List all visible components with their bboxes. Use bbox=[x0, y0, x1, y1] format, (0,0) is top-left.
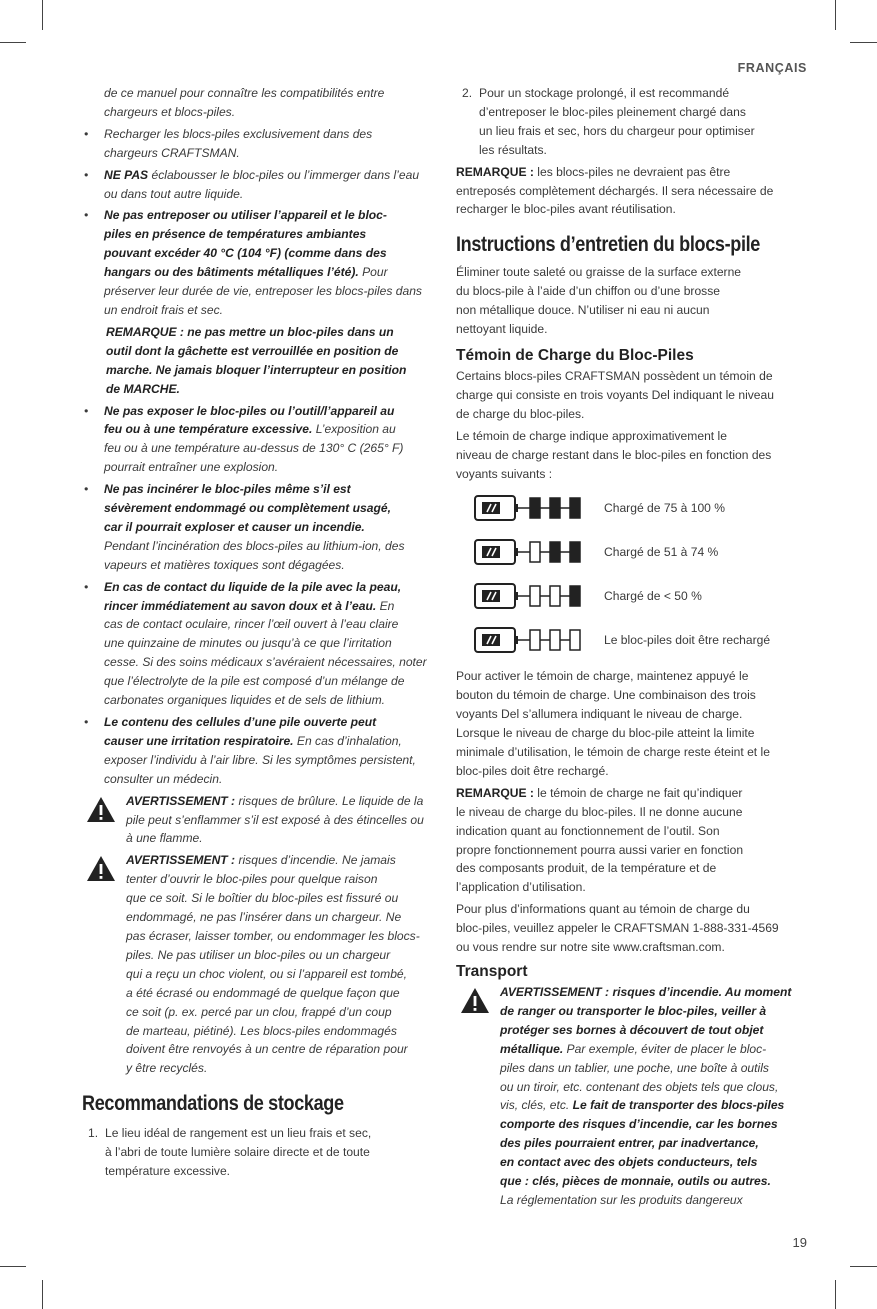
fuel-gauge-icon bbox=[474, 539, 590, 565]
charge-level-row bbox=[456, 579, 808, 612]
heading-maintenance: Instructions d’entretien du blocs-pile bbox=[456, 233, 761, 257]
charge-level-label: Chargé de < 50 % bbox=[604, 588, 702, 603]
crop-mark bbox=[850, 42, 877, 43]
note: REMARQUE : les blocs-piles ne devraient pas être entreposés complètement déchargés. Il sera nécessaire de recharger le bloc-piles avant réutilisation. bbox=[456, 164, 774, 217]
charge-level-label: Le bloc-piles doit être rechargé bbox=[604, 632, 771, 647]
crop-mark bbox=[42, 1280, 43, 1309]
numbered-item: 1. Le lieu idéal de rangement est un lieu frais et sec, à l’abri de toute lumière solaire directe et de toute température excessive. bbox=[88, 1126, 372, 1179]
crop-mark bbox=[0, 42, 26, 43]
bullet-item: de ce manuel pour connaître les compatibilités entre chargeurs et blocs-piles. bbox=[104, 86, 385, 119]
crop-mark bbox=[835, 1280, 836, 1309]
paragraph: Certains blocs-piles CRAFTSMAN possèdent un témoin de charge qui consiste en trois voyants Del indiquant le niveau de charge du bloc-piles. bbox=[456, 368, 774, 421]
right-column bbox=[456, 84, 808, 1213]
paragraph: Pour activer le témoin de charge, maintenez appuyé le bouton du témoin de charge. Une combinaison des trois voyants Del s’allumera indiquant le niveau de charge. Lorsque le niveau de charge du bloc-pile atteint la limite minimale d’utilisation, le témoin de charge reste éteint et le bloc-piles doit être rechargé. bbox=[456, 669, 770, 778]
warning-icon bbox=[86, 855, 116, 882]
crop-mark bbox=[42, 0, 43, 30]
paragraph: Pour plus d’informations quant au témoin de charge du bloc-piles, veuillez appeler le CRAFTSMAN 1-888-331-4569 ou vous rendre sur notre site www.craftsman.com. bbox=[456, 902, 779, 955]
fuel-gauge-icon bbox=[474, 583, 590, 609]
charge-level-label: Chargé de 51 à 74 % bbox=[604, 544, 719, 559]
warning-icon bbox=[86, 796, 116, 823]
fuel-gauge-icon bbox=[474, 495, 590, 521]
left-column bbox=[82, 84, 434, 1181]
note: REMARQUE : ne pas mettre un bloc-piles dans un outil dont la gâchette est verrouillée en position de marche. Ne jamais bloquer l’interrupteur en position de MARCHE. bbox=[106, 324, 407, 396]
paragraph: Le témoin de charge indique approximativement le niveau de charge restant dans le bloc-piles en fonction des voyants suivants : bbox=[456, 428, 772, 481]
bullet-item: • Le contenu des cellules d’une pile ouverte peut causer une irritation respiratoire. En cas d’inhalation, exposer l’individu à l’air libre. Si les symptômes persistent, consulter un médecin. bbox=[84, 715, 416, 786]
bullet-item: • Ne pas entreposer ou utiliser l’appareil et le bloc- piles en présence de températures ambiantes pouvant excéder 40 °C (104 °F) (comme dans des hangars ou des bâtiments métalliques l’été). Pour préserver leur durée de vie, entreposer les blocs-piles dans un endroit frais et sec. bbox=[84, 208, 422, 317]
bullet-item: • NE PAS éclabousser le bloc-piles ou l’immerger dans l’eau ou dans tout autre liquide. bbox=[84, 167, 420, 201]
page-number: 19 bbox=[792, 1235, 807, 1250]
charge-level-row bbox=[456, 491, 808, 524]
bullet-item: • En cas de contact du liquide de la pile avec la peau, rincer immédiatement au savon doux et à l’eau. En cas de contact oculaire, rincer l’œil ouvert à l’eau claire une quinzaine de minutes ou jusqu’à ce que l’irritation cesse. Si des soins médicaux s’avéraient nécessaires, noter que l’électrolyte de la pile est composé d’un mélange de carbonates organiques liquides et de sels de lithium. bbox=[84, 579, 427, 708]
charge-level-row bbox=[456, 535, 808, 568]
bullet-item: • Recharger les blocs-piles exclusivement dans des chargeurs CRAFTSMAN. bbox=[84, 126, 373, 160]
bullet-item: • Ne pas incinérer le bloc-piles même s’il est sévèrement endommagé ou complètement usagé, car il pourrait exploser et causer un incendie. Pendant l’incinération des blocs-piles au lithium-ion, des vapeurs et matières toxiques sont dégagées. bbox=[84, 482, 405, 572]
note: REMARQUE : le témoin de charge ne fait qu’indiquer le niveau de charge du bloc-piles. Il ne donne aucune indication quant au fonctionnement de l’outil. Son propre fonctionnement pourra aussi varier en fonction des composants produit, de la température et de l’application d’utilisation. bbox=[456, 785, 744, 895]
paragraph: Éliminer toute saleté ou graisse de la surface externe du blocs-pile à l’aide d’un chiffon ou d’une brosse non métallique douce. N’utiliser ni eau ni aucun nettoyant liquide. bbox=[456, 265, 742, 337]
heading-fuel-gauge: Témoin de Charge du Bloc-Piles bbox=[456, 346, 694, 364]
charge-level-row bbox=[456, 623, 808, 656]
fuel-gauge-icon bbox=[474, 627, 590, 653]
warning-block: AVERTISSEMENT : risques d’incendie. Ne jamais tenter d’ouvrir le bloc-piles pour quelque raison que ce soit. Si le boîtier du bloc-piles est fissuré ou endommagé, ne pas l’insérer dans un chargeur. Ne pas écraser, laisser tomber, ou endommager les blocs- piles. Ne pas utiliser un bloc-piles ou un chargeur qui a reçu un choc violent, ou si l’appareil est tombé, a été écrasé ou endommagé de quelque façon que ce soit (p. ex. percé par un clou, frappé d’un coup de marteau, piétiné). Les blocs-piles endommagés doivent être renvoyés à un centre de réparation pour y être recyclés. bbox=[82, 851, 434, 1078]
heading-storage: Recommandations de stockage bbox=[82, 1092, 344, 1116]
charge-level-list bbox=[456, 491, 808, 656]
crop-mark bbox=[0, 1266, 26, 1267]
warning-icon bbox=[460, 987, 490, 1014]
bullet-item: • Ne pas exposer le bloc-piles ou l’outil/l’appareil au feu ou à une température excessive. L’exposition au feu ou à une température au-dessus de 130° C (265° F) pourrait entraîner une explosion. bbox=[84, 403, 404, 475]
numbered-item: 2. Pour un stockage prolongé, il est recommandé d’entreposer le bloc-piles pleinement chargé dans un lieu frais et sec, hors du chargeur pour optimiser les résultats. bbox=[462, 86, 755, 157]
heading-transport: Transport bbox=[456, 963, 528, 980]
charge-level-label: Chargé de 75 à 100 % bbox=[604, 500, 726, 515]
warning-block: AVERTISSEMENT : risques de brûlure. Le liquide de la pile peut s’enflammer s’il est exposé à des étincelles ou à une flamme. bbox=[82, 792, 434, 849]
crop-mark bbox=[850, 1266, 877, 1267]
crop-mark bbox=[835, 0, 836, 30]
warning-block: AVERTISSEMENT : risques d’incendie. Au moment de ranger ou transporter le bloc-piles, veiller à protéger ses bornes à découvert de tout objet métallique. Par exemple, éviter de placer le bloc- piles dans un tablier, une poche, une boîte à outils ou un tiroir, etc. contenant des objets tels que clous, vis, clés, etc. Le fait de transporter des blocs-piles comporte des risques d’incendie, car les bornes des piles pourraient entrer, par inadvertance, en contact avec des objets conducteurs, tels que : clés, pièces de monnaie, outils ou autres. La réglementation sur les produits dangereux bbox=[456, 983, 808, 1210]
language-header: FRANÇAIS bbox=[737, 61, 807, 75]
